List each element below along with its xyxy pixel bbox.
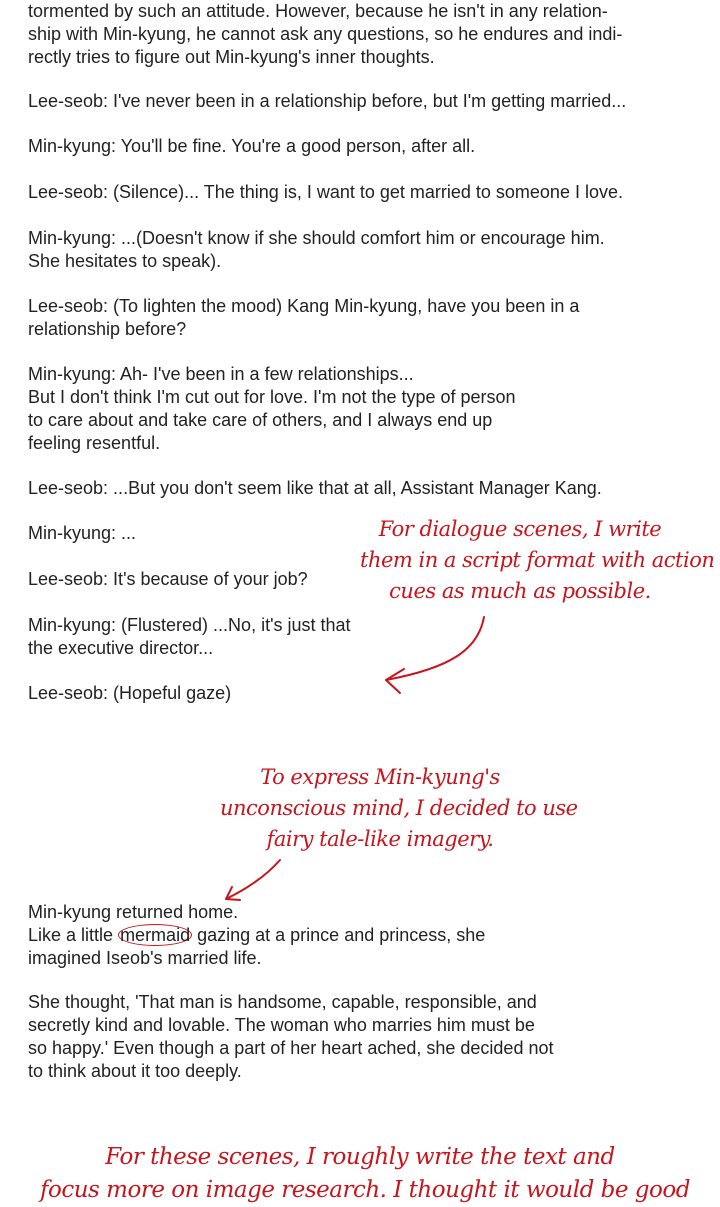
text-line: feeling resentful. <box>28 433 161 453</box>
text-line: Min-kyung: You'll be fine. You're a good person, after all. <box>28 136 476 156</box>
text-line: relationship before? <box>28 319 187 339</box>
text-line: to think about it too deeply. <box>28 1061 242 1081</box>
text-line: Min-kyung: (Flustered) ...No, it's just that <box>28 615 351 635</box>
arrowhead-icon <box>386 669 404 693</box>
annotation-line: cues as much as possible. <box>389 579 651 603</box>
dialogue-line <box>28 227 605 273</box>
annotation-note <box>360 514 715 607</box>
text-line: rectly tries to figure out Min-kyung's inner thoughts. <box>28 47 435 67</box>
text-line: the executive director... <box>28 638 214 658</box>
text-line: Lee-seob: (Hopeful gaze) <box>28 683 232 703</box>
text-line: Lee-seob: (Silence)... The thing is, I want to get married to someone I love. <box>28 182 623 202</box>
annotation-line: them in a script format with action <box>360 548 715 572</box>
text-line: Lee-seob: It's because of your job? <box>28 569 308 589</box>
dialogue-line <box>28 181 623 204</box>
text-segment: gazing at a prince and princess, she <box>197 925 486 945</box>
curved-arrow-icon <box>386 617 484 680</box>
text-line: Lee-seob: (To lighten the mood) Kang Min-kyung, have you been in a <box>28 296 580 316</box>
annotation-line: fairy tale-like imagery. <box>266 827 494 851</box>
narration-paragraph <box>28 901 485 970</box>
dialogue-line <box>28 682 231 705</box>
text-line <box>28 924 485 947</box>
dialogue-line <box>28 568 308 591</box>
dialogue-line <box>28 477 602 500</box>
annotation-note <box>40 1141 690 1207</box>
text-line: secretly kind and lovable. The woman who marries him must be <box>28 1015 535 1035</box>
annotation-line: To express Min-kyung's <box>260 765 500 789</box>
dialogue-line <box>28 614 351 660</box>
annotation-line: For dialogue scenes, I write <box>378 517 662 541</box>
circled-word: mermaid <box>120 925 191 945</box>
text-line: tormented by such an attitude. However, because he isn't in any relation- <box>28 1 608 21</box>
annotation-line: unconscious mind, I decided to use <box>220 796 578 820</box>
text-line: Min-kyung: ... <box>28 523 137 543</box>
annotation-line: For these scenes, I roughly write the text and <box>105 1144 615 1170</box>
dialogue-line <box>28 90 626 113</box>
dialogue-line <box>28 135 475 158</box>
annotation-line: focus more on image research. I thought it would be good <box>40 1177 690 1203</box>
text-line: Lee-seob: I've never been in a relationship before, but I'm getting married... <box>28 91 627 111</box>
curved-arrow-icon <box>228 860 280 898</box>
text-line: to care about and take care of others, and I always end up <box>28 410 493 430</box>
dialogue-line <box>28 363 516 455</box>
text-line: ship with Min-kyung, he cannot ask any questions, so he endures and indi- <box>28 24 623 44</box>
text-line: Min-kyung returned home. <box>28 902 239 922</box>
narration-paragraph <box>28 991 553 1083</box>
text-line: Min-kyung: Ah- I've been in a few relationships... <box>28 364 414 384</box>
dialogue-line <box>28 522 136 545</box>
text-line: imagined Iseob's married life. <box>28 948 262 968</box>
text-line: She thought, 'That man is handsome, capable, responsible, and <box>28 992 537 1012</box>
text-line: But I don't think I'm cut out for love. I'm not the type of person <box>28 387 516 407</box>
arrowhead-icon <box>226 887 240 900</box>
narration-paragraph <box>28 0 622 69</box>
text-line: She hesitates to speak). <box>28 251 222 271</box>
text-segment: Like a little <box>28 925 114 945</box>
text-line: Lee-seob: ...But you don't seem like that at all, Assistant Manager Kang. <box>28 478 602 498</box>
text-line: so happy.' Even though a part of her heart ached, she decided not <box>28 1038 554 1058</box>
annotation-note <box>220 762 578 855</box>
dialogue-line <box>28 295 579 341</box>
text-line: Min-kyung: ...(Doesn't know if she should comfort him or encourage him. <box>28 228 605 248</box>
